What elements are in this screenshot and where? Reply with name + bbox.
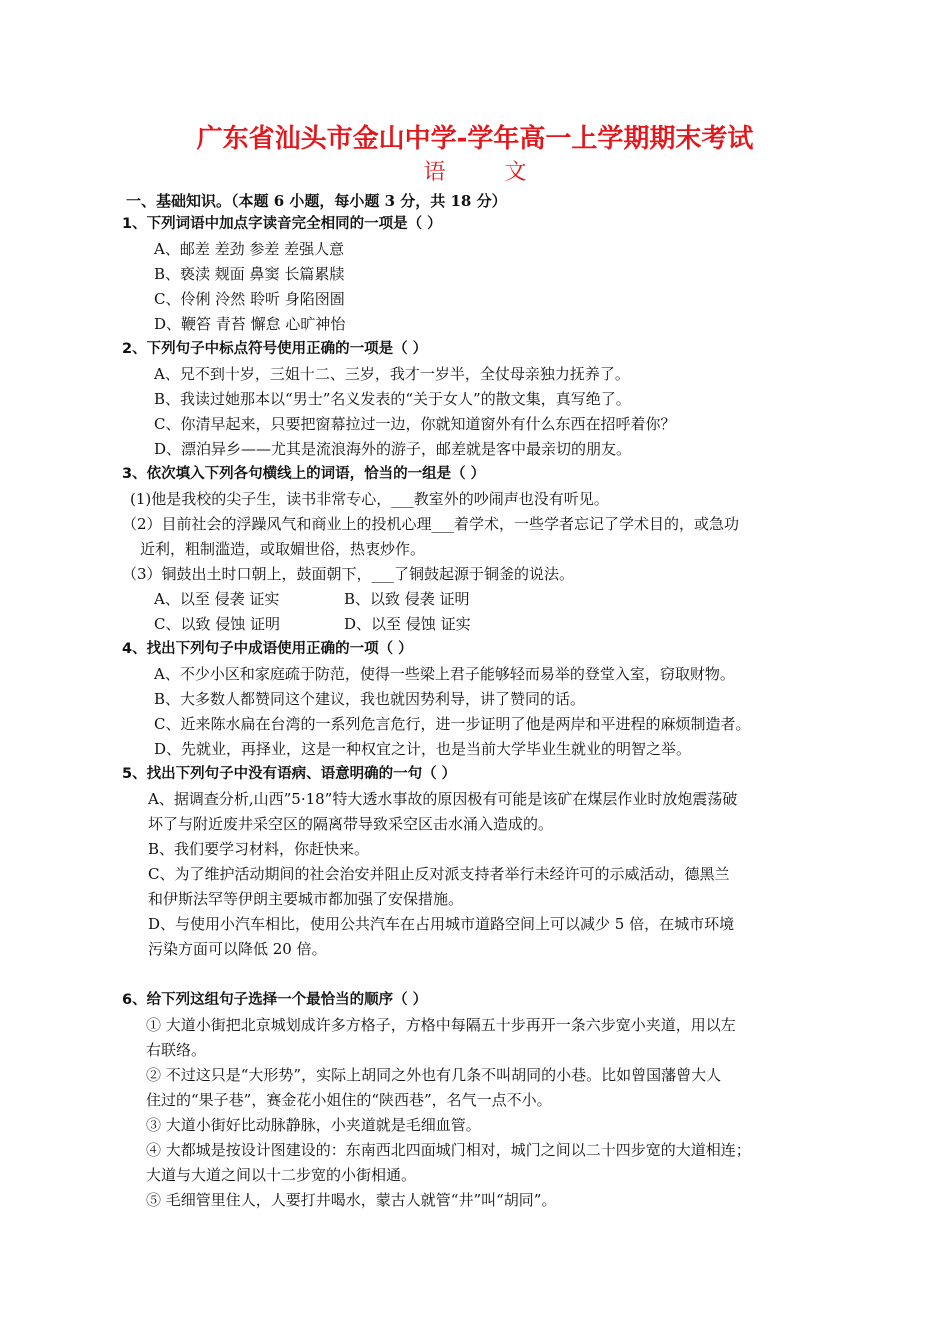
question-stem: 5、找出下列句子中没有语病、语意明确的一句（ ）	[122, 766, 457, 782]
sentence-4: ④ 大都城是按设计图建设的：东南西北四面城门相对，城门之间以二十四步宽的大道相连；	[146, 1141, 751, 1159]
option-d: D、以至 侵蚀 证实	[344, 615, 471, 633]
option-d-cont: 污染方面可以降低 20 倍。	[148, 940, 327, 958]
options-row-2	[122, 612, 822, 637]
question-stem: 2、下列句子中标点符号使用正确的一项是（ ）	[122, 341, 428, 357]
options-row-1	[122, 587, 822, 612]
option-c: C、为了维护活动期间的社会治安并阻止反对派支持者举行未经许可的示威活动，德黑兰	[148, 865, 730, 883]
option-b: B、大多数人都赞同这个建议，我也就因势利导，讲了赞同的话。	[154, 690, 586, 708]
question-6	[122, 988, 822, 1213]
sentence-3: （3）铜鼓出土时口朝上，鼓面朝下，___了铜鼓起源于铜釜的说法。	[122, 565, 575, 583]
option-a: A、以至 侵袭 证实	[154, 590, 280, 608]
option-a: A、兄不到十岁，三姐十二、三岁，我才一岁半，全仗母亲独力抚养了。	[154, 365, 630, 383]
option-d: D、漂泊异乡——尤其是流浪海外的游子，邮差就是客中最亲切的朋友。	[154, 440, 632, 458]
question-stem: 6、给下列这组句子选择一个最恰当的顺序（ ）	[122, 992, 428, 1008]
sentence-2: ② 不过这只是“大形势”，实际上胡同之外也有几条不叫胡同的小巷。比如曾国藩曾大人	[146, 1066, 722, 1084]
question-stem: 1、下列词语中加点字读音完全相同的一项是（ ）	[122, 216, 442, 232]
option-a-cont: 坏了与附近废井采空区的隔离带导致采空区击水涌入造成的。	[148, 815, 554, 833]
option-d: D、先就业，再择业，这是一种权宜之计，也是当前大学毕业生就业的明智之举。	[154, 740, 692, 758]
option-b: B、亵渎 觌面 鼻窦 长篇累牍	[154, 265, 345, 283]
sentence-1: ① 大道小街把北京城划成许多方格子，方格中每隔五十步再开一条六步宽小夹道，用以左	[146, 1016, 736, 1034]
sentence-3: ③ 大道小街好比动脉静脉，小夹道就是毛细血管。	[146, 1116, 481, 1134]
option-a: A、据调查分析,山西”5·18”特大透水事故的原因极有可能是该矿在煤层作业时放炮震荡破	[148, 790, 738, 808]
sentence-5: ⑤ 毛细管里住人，人要打井喝水，蒙古人就管“井”叫“胡同”。	[146, 1191, 557, 1209]
option-c: C、近来陈水扁在台湾的一系列危言危行，进一步证明了他是两岸和平进程的麻烦制造者。	[154, 715, 751, 733]
option-c: C、你清早起来，只要把窗幕拉过一边，你就知道窗外有什么东西在招呼着你？	[154, 415, 676, 433]
sentence-2-cont: 住过的“果子巷”，赛金花小姐住的“陕西巷”，名气一点不小。	[146, 1091, 552, 1109]
option-c: C、以致 侵蚀 证明	[154, 615, 281, 633]
exam-title: 广东省汕头市金山中学-学年高一上学期期末考试	[196, 124, 754, 154]
question-4	[122, 637, 822, 762]
question-2	[122, 337, 822, 462]
sentence-1: (1)他是我校的尖子生，读书非常专心，___教室外的吵闹声也没有听见。	[130, 490, 609, 508]
option-b: B、我们要学习材料，你赶快来。	[148, 840, 370, 858]
option-d: D、鞭笞 青苔 懈怠 心旷神怡	[154, 315, 346, 333]
question-3	[122, 462, 822, 637]
option-a: A、邮差 差劲 参差 差强人意	[154, 240, 345, 258]
subject-title: 语 文	[423, 160, 553, 185]
sentence-2: （2）目前社会的浮躁风气和商业上的投机心理___着学术，一些学者忘记了学术目的，或急功	[122, 515, 740, 533]
sentence-2-cont: 近利，粗制滥造，或取媚世俗，热衷炒作。	[140, 540, 426, 558]
option-a: A、不少小区和家庭疏于防范，使得一些梁上君子能够轻而易举的登堂入室，窃取财物。	[154, 665, 735, 683]
sentence-1-cont: 右联络。	[146, 1041, 207, 1059]
question-5	[122, 762, 822, 962]
question-stem: 4、找出下列句子中成语使用正确的一项（ ）	[122, 641, 413, 657]
question-1	[122, 212, 822, 337]
option-c: C、伶俐 泠然 聆听 身陷囹圄	[154, 290, 345, 308]
sentence-4-cont: 大道与大道之间以十二步宽的小街相通。	[146, 1166, 417, 1184]
option-b: B、以致 侵袭 证明	[344, 590, 470, 608]
question-stem: 3、依次填入下列各句横线上的词语，恰当的一组是（ ）	[122, 466, 486, 482]
option-b: B、我读过她那本以“男士”名义发表的“关于女人”的散文集，真写绝了。	[154, 390, 631, 408]
option-c-cont: 和伊斯法罕等伊朗主要城市都加强了安保措施。	[148, 890, 464, 908]
section-heading: 一、基础知识。（本题 6 小题，每小题 3 分，共 18 分）	[126, 192, 507, 210]
spacer	[122, 962, 822, 988]
option-d: D、与使用小汽车相比，使用公共汽车在占用城市道路空间上可以减少 5 倍，在城市环境	[148, 915, 735, 933]
exam-content	[122, 190, 822, 1213]
